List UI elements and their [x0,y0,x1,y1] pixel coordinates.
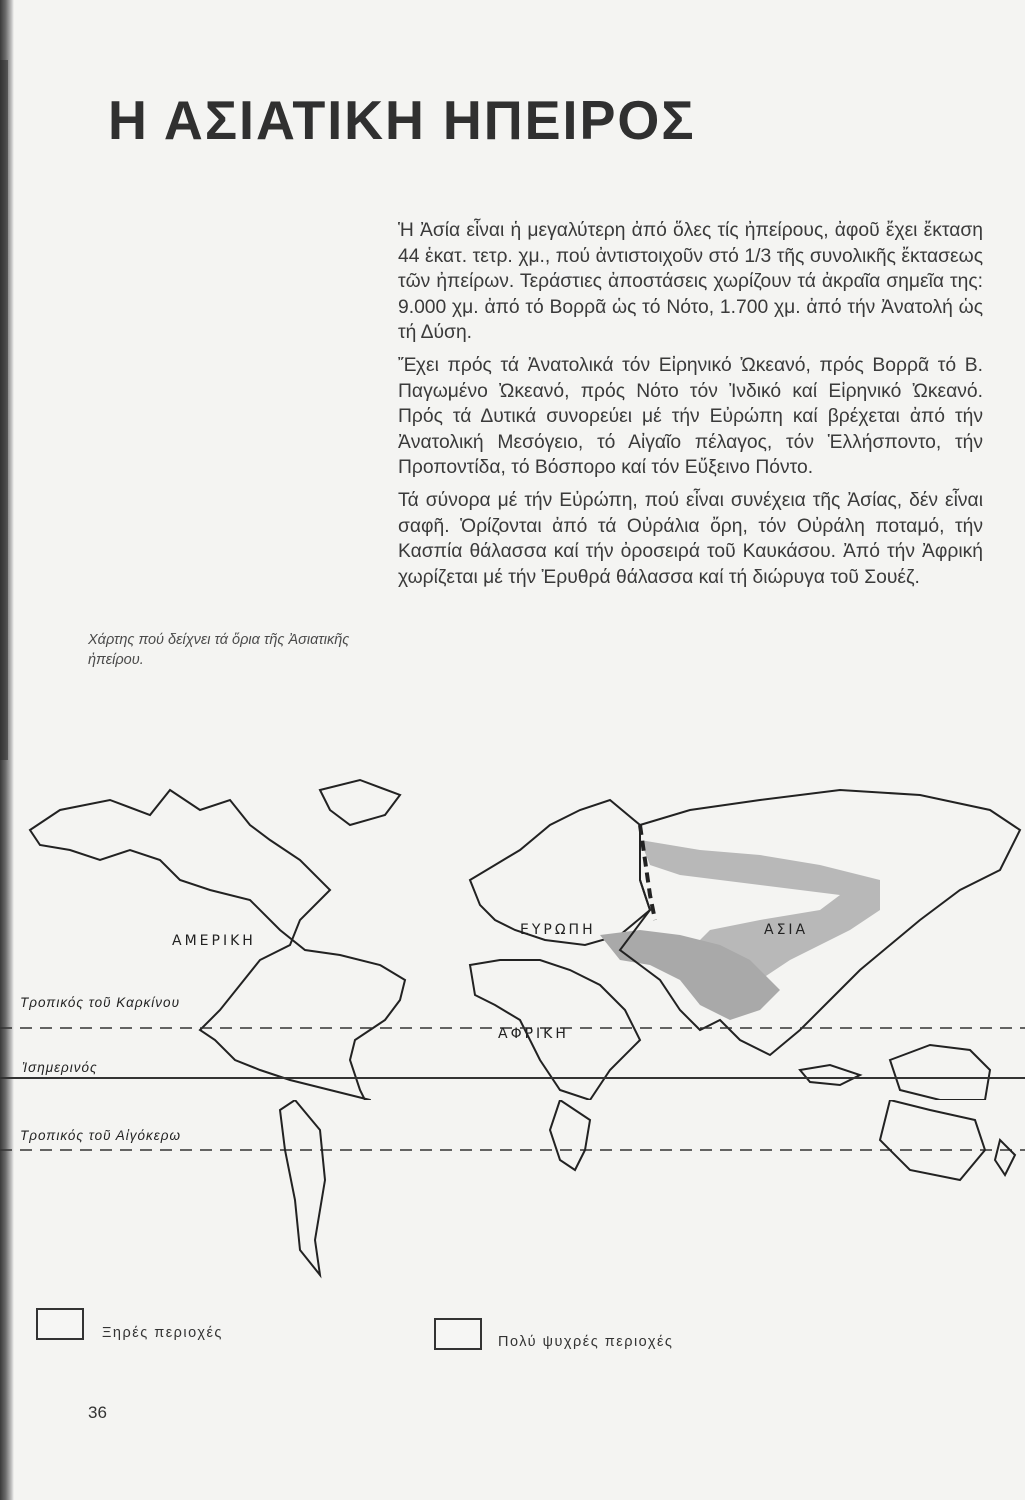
label-africa: ΑΦΡΙΚΗ [498,1026,569,1042]
south-america-tip [280,1100,325,1275]
australia-south [880,1100,985,1180]
label-asia: ΑΣΙΑ [764,922,809,938]
body-text [398,218,983,597]
paragraph-2: Ἔχει πρός τά Ἀνατολικά τόν Εἰρηνικό Ὠκεανό, πρός Βορρᾶ τό Β. Παγωμένο Ὠκεανό, πρός Νότο τόν Ἰνδικό καί Εἰρηνικό Ὠκεανό. Πρός τά Δυτικά συνορεύει μέ τήν Εὐρώπη καί βρέχεται ἀπό τήν Ἀνατολική Μεσόγειο, τό Αἰγαῖο πέλαγος, τόν Ἑλλήσποντο, τήν Προποντίδα, τό Βόσπορο καί τόν Εὔξεινο Πόντο. [398,354,983,479]
page-binding-shadow [0,60,8,760]
label-equator: Ἰσημερινός [22,1060,98,1075]
legend-cold-label: Πολύ ψυχρές περιοχές [498,1334,674,1350]
australia-outline [890,1045,990,1100]
new-zealand-outline [995,1140,1015,1175]
europe-asia-border [640,825,655,920]
label-america: ΑΜΕΡΙΚΗ [172,933,256,949]
page-number: 36 [88,1403,107,1422]
paragraph-3: Τά σύνορα μέ τήν Εὐρώπη, πού εἶναι συνέχεια τῆς Ἀσίας, δέν εἶναι σαφῆ. Ὁρίζονται ἀπό τά Οὐράλια ὄρη, τόν Οὐράλη ποταμό, τήν Κασπία θάλασσα καί τήν ὀροσειρά τοῦ Καυκάσου. Ἀπό τήν Ἀφρική χωρίζεται μέ τήν Ἐρυθρά θάλασσα καί τή διώρυγα τοῦ Σουέζ. [398,489,983,588]
label-tropic-cancer: Τροπικός τοῦ Καρκίνου [20,995,180,1010]
south-africa-tip [550,1100,590,1170]
label-europe: ΕΥΡΩΠΗ [520,922,596,938]
indonesia-outline [800,1065,860,1085]
world-map-drawing [0,770,1025,1100]
legend-dry-swatch [36,1308,84,1340]
paragraph-1: Ἡ Ἀσία εἶναι ἡ μεγαλύτερη ἀπό ὅλες τίς ἠπείρους, ἀφοῦ ἔχει ἔκταση 44 ἑκατ. τετρ. χμ., πού ἀντιστοιχοῦν στό 1/3 τῆς συνολικῆς ἔκτασεως τῶν ἠπείρων. Τεράστιες ἀποστάσεις χωρίζουν τά ἀκραῖα σημεῖα της: 9.000 χμ. ἀπό τό Βορρᾶ ὡς τό Νότο, 1.700 χμ. ἀπό τήν Ἀνατολή ὡς τή Δύση. [398,220,983,344]
legend-dry-label: Ξηρές περιοχές [102,1325,223,1341]
page-title: Η ΑΣΙΑΤΙΚΗ ΗΠΕΙΡΟΣ [108,89,696,151]
legend-cold-swatch [434,1318,482,1350]
greenland-outline [320,780,400,825]
map-caption: Χάρτης πού δείχνει τά ὅρια τῆς Ἀσιατικῆς ἠπείρου. [88,632,350,668]
world-map [0,770,1025,1100]
label-tropic-capricorn: Τροπικός τοῦ Αἰγόκερω [20,1128,181,1143]
